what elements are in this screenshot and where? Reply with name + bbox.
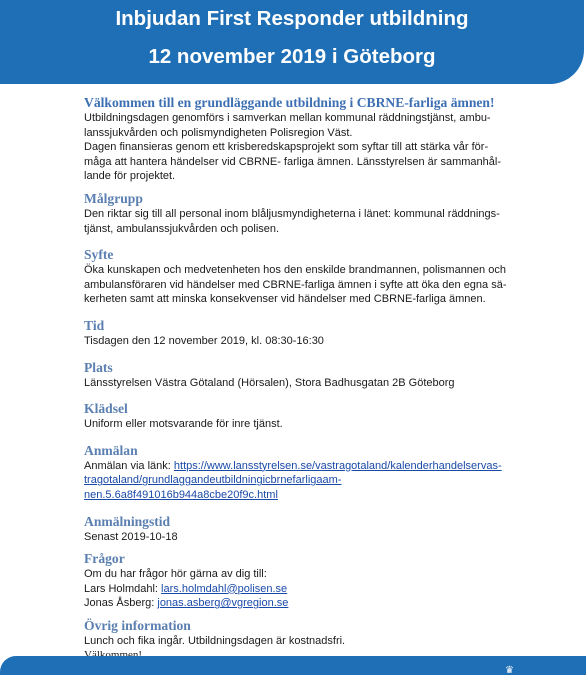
registration-link[interactable]: tragotaland/grundlaggandeutbildningicbrnefarligaam- [84,474,342,487]
plats-heading: Plats [84,359,113,375]
anmalningstid-text: Senast 2019-10-18 [84,530,178,543]
page-subtitle: 12 november 2019 i Göteborg [148,45,436,68]
kladsel-heading: Klädsel [84,401,128,417]
fragor-line: Om du har frågor hör gärna av dig till: [84,568,267,581]
registration-link[interactable]: https://www.lansstyrelsen.se/vastragotaland/kalenderhandelservas- [173,459,502,472]
anmalan-line [84,488,514,503]
contact-name: Lars Holmdahl: [84,582,162,595]
page-title: Inbjudan First Responder utbildning [115,7,469,30]
contact-line [84,596,514,611]
tid-heading: Tid [84,317,105,333]
plats-text: Länsstyrelsen Västra Götaland (Hörsalen), Stora Badhusgatan 2B Göteborg [84,376,455,389]
kladsel-section [84,401,514,432]
syfte-line: kerheten samt att minska konsekvenser vid händelser med CBRNE-farliga ämnen. [84,293,486,306]
syfte-heading: Syfte [84,247,114,263]
contact-email-link[interactable]: lars.holmdahl@polisen.se [161,582,288,595]
ovrig-heading: Övrig information [84,617,191,633]
anmalan-line [84,459,514,474]
document-body [84,95,514,663]
malgrupp-line: tjänst, ambulanssjukvården och polisen. [84,222,280,235]
tid-text: Tisdagen den 12 november 2019, kl. 08:30-16:30 [84,334,324,347]
malgrupp-line: Den riktar sig till all personal inom blåljusmyndigheterna i länet: kommunal räddnings- [84,207,500,220]
syfte-section [84,247,514,307]
header-banner [0,0,584,84]
anmalan-heading: Anmälan [84,442,138,458]
registration-link[interactable]: nen.5.6a8f491016b944a8cbe20f9c.html [84,488,278,501]
anmalningstid-heading: Anmälningstid [84,513,171,529]
contact-line [84,582,514,597]
malgrupp-heading: Målgrupp [84,190,143,206]
crown-logo-icon: ♛ [505,665,514,676]
plats-section [84,360,514,391]
anmalan-prefix: Anmälan via länk: [84,459,174,472]
intro-section [84,95,514,184]
intro-line: lanssjukvården och polismyndigheten Polisregion Väst. [84,126,353,139]
anmalningstid-section [84,514,514,545]
intro-line: Utbildningsdagen genomförs i samverkan mellan kommunal räddningstjänst, ambu- [84,112,491,124]
ovrig-line: Lunch och fika ingår. Utbildningsdagen är kostnadsfri. [84,634,346,647]
tid-section [84,318,514,349]
kladsel-text: Uniform eller motsvarande för inre tjänst. [84,418,283,431]
intro-line: lande för projektet. [84,170,176,183]
footer-banner [0,656,586,675]
syfte-line: Öka kunskapen och medvetenheten hos den enskilde brandmannen, polismannen och [84,264,506,277]
contact-email-link[interactable]: jonas.asberg@vgregion.se [157,597,289,610]
contact-name: Jonas Åsberg: [84,597,158,610]
intro-line: Dagen finansieras genom ett krisberedskapsprojekt som syftar till att stärka vår för- [84,141,489,154]
intro-heading: Välkommen till en grundläggande utbildning i CBRNE-farliga ämnen! [84,95,495,110]
anmalan-section [84,443,514,503]
fragor-section [84,551,514,611]
malgrupp-section [84,191,514,236]
fragor-heading: Frågor [84,551,125,567]
intro-line: måga att hantera händelser vid CBRNE- farliga ämnen. Länsstyrelsen är sammanhål- [84,155,501,168]
anmalan-line [84,473,514,488]
syfte-line: ambulansföraren vid händelser med CBRNE-farliga ämnen i syfte att öka den egna sä- [84,278,507,291]
